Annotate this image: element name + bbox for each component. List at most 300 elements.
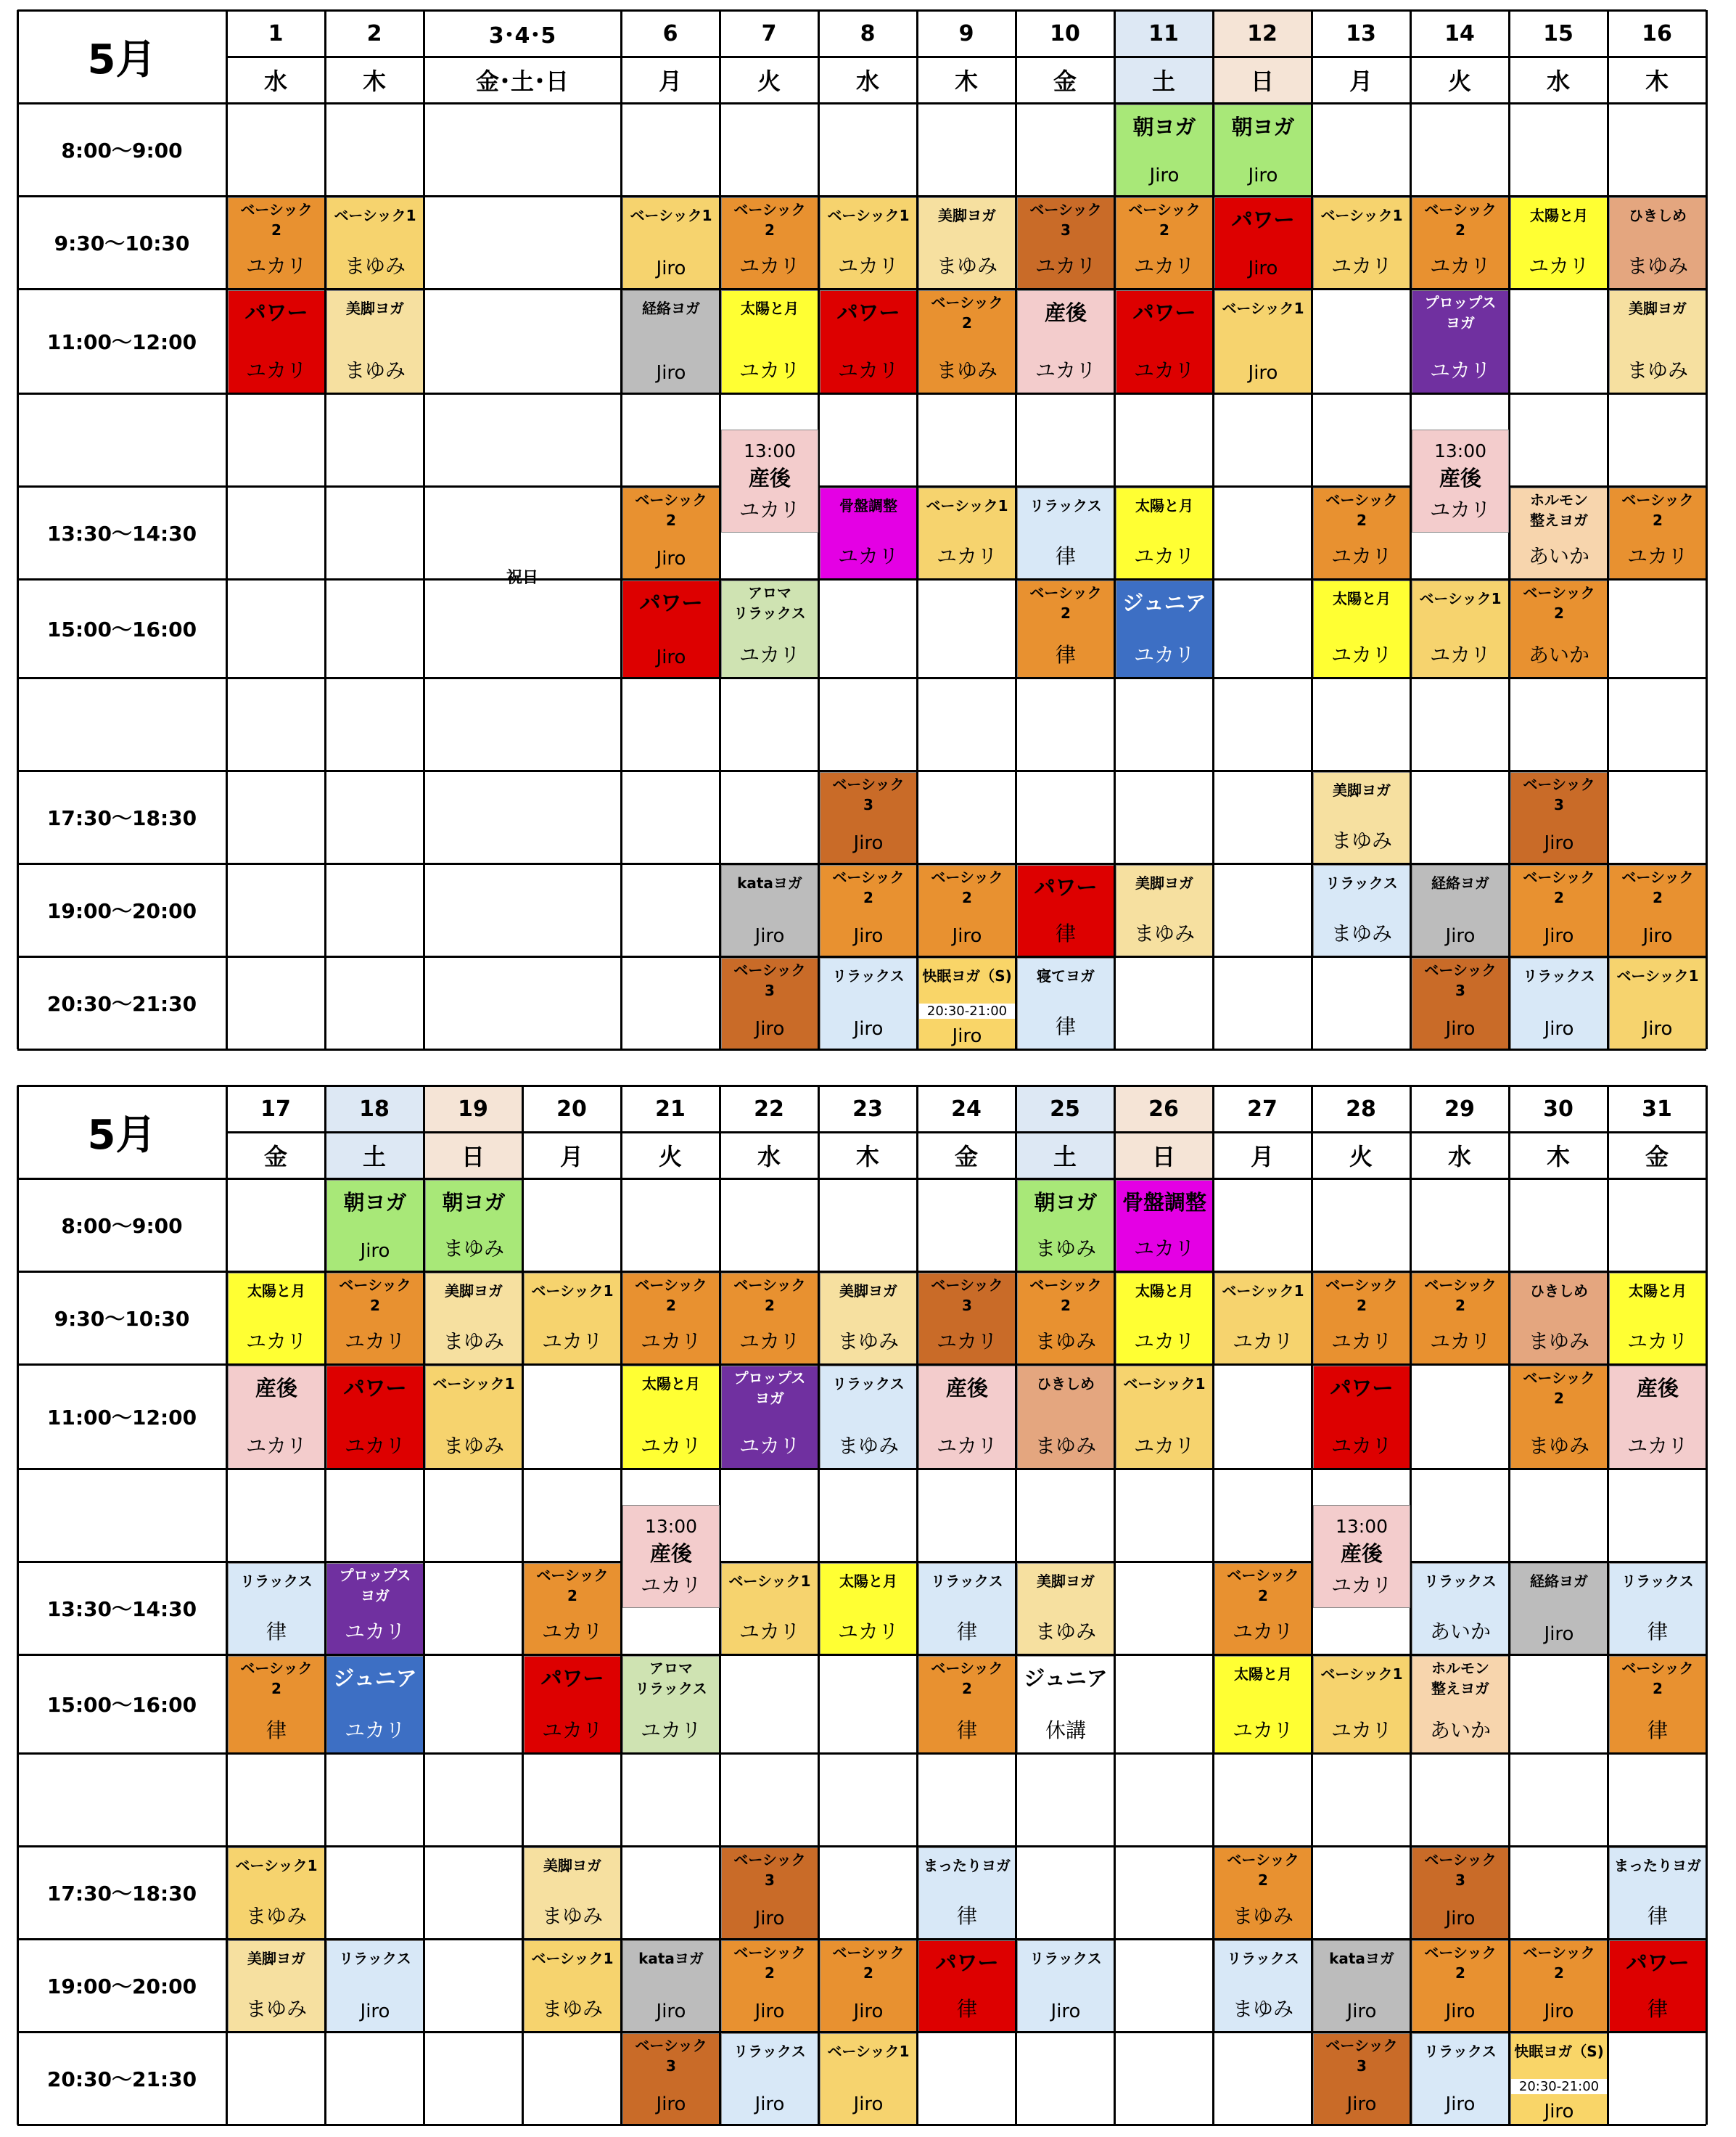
grid-line [916,1086,918,2125]
class-block[interactable] [524,1940,621,2032]
class-teacher: Jiro [656,2001,686,2022]
day-of-week-header: 土 [325,1132,424,1178]
class-block[interactable] [918,1656,1016,1753]
class-block[interactable] [820,772,917,864]
class-name: kataヨガ [737,874,802,892]
class-block[interactable] [326,1940,424,2032]
class-block[interactable] [1609,1366,1706,1469]
class-name: 美脚ヨガ [346,300,404,317]
class-name: リラックス [832,967,905,985]
time-slot-label: 9:30～10:30 [54,1307,190,1331]
class-block[interactable] [326,1366,424,1469]
class-name: ベーシック1 [1222,1282,1304,1300]
class-teacher: ユカリ [1330,1329,1392,1353]
class-block[interactable] [1313,197,1410,289]
class-teacher: まゆみ [245,1904,307,1928]
class-teacher: まゆみ [837,1434,899,1458]
class-block[interactable] [1510,1940,1608,2032]
class-block[interactable] [1214,1940,1312,2032]
class-block[interactable] [326,1273,424,1364]
class-block[interactable] [1116,1366,1213,1469]
class-block[interactable] [1313,1273,1410,1364]
class-block[interactable] [721,2033,818,2125]
class-teacher: Jiro [754,2093,785,2115]
day-date-header: 20 [556,1096,587,1122]
class-block[interactable] [1116,581,1213,678]
class-block[interactable] [918,197,1016,289]
class-teacher: Jiro [1544,832,1574,854]
class-name: プロップス ヨガ [733,1369,806,1407]
class-name: ベーシック 2 [1128,201,1201,239]
class-teacher: Jiro [1248,165,1278,186]
class-block[interactable] [425,1366,522,1469]
class-block[interactable] [1412,290,1509,393]
class-block[interactable] [326,197,424,289]
class-block[interactable] [820,865,917,956]
class-block[interactable] [1017,488,1114,579]
class-name: アロマ リラックス [733,584,806,622]
class-block[interactable] [326,1656,424,1753]
grid-line [17,1086,19,2125]
class-name: 太陽と月 [642,1375,700,1392]
class-block[interactable] [326,1563,424,1654]
class-block[interactable] [820,1940,917,2032]
class-block[interactable] [524,1563,621,1654]
class-block[interactable] [820,1563,917,1654]
class-name: ベーシック 2 [1227,1567,1299,1604]
class-block[interactable] [918,1940,1016,2032]
class-block[interactable] [918,290,1016,393]
grid-line [423,1086,425,2125]
class-teacher: ユカリ [1429,1329,1491,1353]
grid-line [17,1845,1706,1847]
class-teacher: まゆみ [443,1236,504,1260]
grid-line [1311,10,1313,1049]
time-slot-label: 13:30～14:30 [46,522,197,546]
class-block[interactable] [1412,1563,1509,1654]
class-block[interactable] [820,290,917,393]
class-name: ベーシック1 [926,497,1008,514]
class-block[interactable] [1412,430,1509,533]
time-slot-label: 13:30～14:30 [46,1597,197,1621]
class-block[interactable] [1017,958,1114,1049]
class-block[interactable] [1313,488,1410,579]
class-name: プロップス ヨガ [1424,294,1497,332]
grid-line [620,10,622,1049]
class-name: ベーシック 3 [635,2037,707,2075]
class-block[interactable] [1313,2033,1410,2125]
class-block[interactable] [1510,865,1608,956]
class-block[interactable] [1609,1847,1706,1939]
class-block[interactable] [1214,1273,1312,1364]
grid-line [1212,1086,1214,2125]
class-block[interactable] [1116,290,1213,393]
class-block[interactable] [1510,581,1608,678]
day-date-header: 21 [655,1096,686,1122]
grid-line [522,1086,524,2125]
class-teacher: ユカリ [1034,358,1096,382]
time-slot-label [17,678,226,771]
class-teacher: あいか [1429,1620,1491,1644]
class-block[interactable] [622,290,720,393]
day-date-header: 9 [958,20,974,46]
grid-line [17,2124,1706,2126]
class-block[interactable] [1510,2033,1608,2125]
class-block[interactable] [1510,772,1608,864]
class-teacher: ユカリ [245,254,307,278]
class-block[interactable] [1609,1563,1706,1654]
class-name: ジュニア [1024,1666,1108,1691]
class-block[interactable] [1017,290,1114,393]
class-block[interactable] [1313,772,1410,864]
class-name: ベーシック 2 [1424,201,1497,239]
class-block[interactable] [1609,1273,1706,1364]
class-teacher: Jiro [656,2093,686,2115]
class-block[interactable] [1412,1273,1509,1364]
class-name: ホルモン 整えヨガ [1431,1660,1489,1697]
class-block[interactable] [918,958,1016,1049]
class-block[interactable] [1017,1563,1114,1654]
class-block[interactable] [1116,1273,1213,1364]
class-name: ジュニア [333,1666,417,1691]
class-name: ベーシック 2 [733,1944,806,1982]
class-teacher: ユカリ [739,358,800,382]
class-name: ベーシック 2 [1227,1851,1299,1889]
class-block[interactable] [721,1563,818,1654]
class-teacher: ユカリ [344,1620,406,1644]
class-teacher: ユカリ [936,544,997,568]
class-name: リラックス [1029,1950,1102,1967]
class-name: 朝ヨガ [1231,115,1295,139]
grid-line [324,1086,326,2125]
class-block[interactable] [1017,197,1114,289]
class-teacher: ユカリ [344,1434,406,1458]
class-teacher: Jiro [1445,2093,1476,2115]
class-block[interactable] [228,1563,325,1654]
class-teacher: Jiro [656,362,686,384]
class-block[interactable] [228,1940,325,2032]
class-teacher: ユカリ [739,254,800,278]
class-block[interactable] [622,197,720,289]
time-slot-label: 20:30～21:30 [46,2067,197,2091]
class-teacher: まゆみ [1232,1997,1293,2021]
class-name: 産後 [649,1541,692,1566]
class-teacher: ユカリ [1330,254,1392,278]
class-block[interactable] [1214,197,1312,289]
class-block[interactable] [1313,1505,1410,1608]
class-block[interactable] [721,1366,818,1469]
class-name: 快眠ヨガ（S) [1514,2043,1604,2060]
class-block[interactable] [326,290,424,393]
class-block[interactable] [1313,1366,1410,1469]
class-block[interactable] [1214,104,1312,196]
class-block[interactable] [228,197,325,289]
class-block[interactable] [1510,1366,1608,1469]
class-block[interactable] [1412,958,1509,1049]
class-teacher: Jiro [1248,258,1278,279]
class-name: リラックス [733,2043,806,2060]
class-block[interactable] [1510,1563,1608,1654]
class-block[interactable] [820,958,917,1049]
class-block[interactable] [1116,197,1213,289]
class-teacher: Jiro [1346,2001,1377,2022]
class-block[interactable] [1609,958,1706,1049]
class-block[interactable] [721,865,818,956]
class-name: 経絡ヨガ [1431,874,1489,892]
class-block[interactable] [1412,197,1509,289]
day-date-header: 22 [754,1096,784,1122]
class-block[interactable] [1116,104,1213,196]
class-block[interactable] [228,290,325,393]
class-block[interactable] [1116,488,1213,579]
class-teacher: Jiro [853,925,884,947]
class-time-note: 20:30-21:00 [1511,2079,1607,2094]
class-name: ベーシック 2 [240,201,313,239]
class-teacher: ユカリ [1528,254,1589,278]
grid-line [1114,10,1116,1049]
class-block[interactable] [1017,865,1114,956]
class-block[interactable] [1313,1656,1410,1753]
class-name: プロップス ヨガ [339,1567,411,1604]
class-name: 太陽と月 [1135,497,1193,514]
time-slot-label: 19:00～20:00 [46,899,197,923]
class-block[interactable] [326,1180,424,1271]
class-block[interactable] [918,1273,1016,1364]
grid-line [17,1654,1706,1656]
class-name: リラックス [240,1572,313,1590]
class-block[interactable] [1017,581,1114,678]
class-block[interactable] [524,1847,621,1939]
day-of-week-header: 日 [1114,1132,1213,1178]
class-name: ベーシック 2 [733,1276,806,1314]
class-name: ベーシック 2 [931,294,1003,332]
schedule-table-first-half [17,10,1706,1049]
time-slot-label: 8:00～9:00 [61,1214,183,1238]
grid-line [226,1131,1706,1133]
class-teacher: 律 [1055,922,1076,946]
class-teacher: ユカリ [1133,1329,1195,1353]
class-teacher: Jiro [360,1240,390,1262]
class-block[interactable] [1609,197,1706,289]
class-block[interactable] [918,1847,1016,1939]
class-block[interactable] [622,1656,720,1753]
class-name: ベーシック 2 [931,1660,1003,1697]
class-teacher: ユカリ [1429,643,1491,667]
grid-line [17,9,1706,12]
class-teacher: Jiro [1445,2001,1476,2022]
class-teacher: ユカリ [1232,1718,1293,1742]
class-block[interactable] [228,1273,325,1364]
day-of-week-header: 木 [1546,1143,1570,1170]
class-block[interactable] [1214,1656,1312,1753]
class-block[interactable] [524,1273,621,1364]
class-block[interactable] [622,581,720,678]
grid-line [226,10,228,1049]
class-block[interactable] [1313,1940,1410,2032]
class-teacher: まゆみ [936,254,997,278]
class-block[interactable] [228,1366,325,1469]
class-name: 朝ヨガ [442,1190,506,1215]
class-block[interactable] [721,958,818,1049]
class-block[interactable] [1609,1940,1706,2032]
class-block[interactable] [820,1366,917,1469]
class-block[interactable] [1412,865,1509,956]
class-block[interactable] [721,197,818,289]
class-block[interactable] [820,488,917,579]
class-start-time: 13:00 [743,440,797,462]
class-block[interactable] [721,1273,818,1364]
class-teacher: ユカリ [739,498,800,522]
class-block[interactable] [622,1273,720,1364]
class-teacher: Jiro [1642,1018,1673,1040]
class-block[interactable] [721,290,818,393]
class-block[interactable] [1412,2033,1509,2125]
class-teacher: まゆみ [1133,922,1195,946]
class-block[interactable] [1313,865,1410,956]
class-name: ベーシック1 [531,1950,614,1967]
class-block[interactable] [1017,1180,1114,1271]
time-slot-label: 19:00～20:00 [46,1974,197,1998]
class-block[interactable] [820,2033,917,2125]
class-block[interactable] [622,1366,720,1469]
class-teacher: まゆみ [1330,829,1392,853]
class-block[interactable] [524,1656,621,1753]
class-name: ベーシック 3 [1523,776,1595,813]
class-block[interactable] [622,2033,720,2125]
day-date-header: 26 [1114,1086,1213,1132]
class-teacher: Jiro [754,1018,785,1040]
class-block[interactable] [918,488,1016,579]
class-block[interactable] [228,1656,325,1753]
class-block[interactable] [228,1847,325,1939]
class-block[interactable] [820,1273,917,1364]
class-block[interactable] [1609,488,1706,579]
class-teacher: ユカリ [739,643,800,667]
grid-line [423,10,425,1049]
class-block[interactable] [1609,1656,1706,1753]
class-block[interactable] [1510,197,1608,289]
grid-line [1607,10,1609,1049]
class-block[interactable] [1412,1656,1509,1753]
class-block[interactable] [1017,1940,1114,2032]
class-name: ホルモン 整えヨガ [1530,491,1588,529]
class-name: 美脚ヨガ [839,1282,897,1300]
class-teacher: ユカリ [1133,544,1195,568]
day-of-week-header: 火 [1349,1143,1373,1170]
class-block[interactable] [1412,1940,1509,2032]
class-teacher: ユカリ [344,1718,406,1742]
class-teacher: まゆみ [936,358,997,382]
class-block[interactable] [1412,1847,1509,1939]
class-start-time: 13:00 [1335,1516,1389,1537]
day-of-week-header: 木 [855,1143,879,1170]
class-teacher: ユカリ [640,1718,702,1742]
class-block[interactable] [1214,290,1312,393]
class-block[interactable] [918,1366,1016,1469]
class-name: パワー [1626,1951,1690,1975]
class-block[interactable] [721,1847,818,1939]
class-name: リラックス [1523,967,1595,985]
class-block[interactable] [820,197,917,289]
class-block[interactable] [1313,581,1410,678]
class-teacher: まゆみ [1330,922,1392,946]
class-name: 産後 [1044,300,1087,325]
class-name: ベーシック 2 [1523,1369,1595,1407]
class-block[interactable] [1510,958,1608,1049]
class-block[interactable] [1017,1366,1114,1469]
time-slot-label: 17:30～18:30 [46,806,197,830]
class-block[interactable] [721,581,818,678]
class-block[interactable] [1214,1847,1312,1939]
time-slot-label: 15:00～16:00 [46,1693,197,1717]
grid-line [226,56,1706,58]
class-block[interactable] [1116,1180,1213,1271]
time-slot-label: 9:30～10:30 [54,231,190,255]
grid-line [1607,1086,1609,2125]
class-block[interactable] [1510,1273,1608,1364]
class-teacher: まゆみ [1034,1236,1096,1260]
class-block[interactable] [1214,1563,1312,1654]
class-block[interactable] [425,1180,522,1271]
class-teacher: あいか [1528,544,1589,568]
class-teacher: Jiro [754,925,785,947]
class-block[interactable] [1510,488,1608,579]
class-block[interactable] [721,1940,818,2032]
class-block[interactable] [1609,865,1706,956]
time-slot-label: 20:30～21:30 [46,992,197,1016]
class-teacher: 律 [1647,1904,1668,1928]
class-block[interactable] [622,1940,720,2032]
class-block[interactable] [918,865,1016,956]
class-name: リラックス [1029,497,1102,514]
class-teacher: まゆみ [1034,1620,1096,1644]
class-teacher: Jiro [1149,165,1180,186]
class-teacher: 律 [266,1718,287,1742]
class-block[interactable] [622,488,720,579]
class-name: ベーシック 3 [1029,201,1102,239]
day-of-week-header: 金 [1053,67,1077,95]
class-name: 産後 [1340,1541,1383,1566]
class-teacher: ユカリ [640,1434,702,1458]
class-teacher: あいか [1528,643,1589,667]
class-block[interactable] [1017,1273,1114,1364]
class-teacher: まゆみ [541,1904,603,1928]
day-date-header: 1 [268,20,284,46]
class-name: 太陽と月 [1530,207,1588,224]
class-name: ベーシック 3 [1325,2037,1398,2075]
class-block[interactable] [622,1505,720,1608]
class-teacher: Jiro [1544,2101,1574,2122]
class-name: まったりヨガ [923,1857,1011,1874]
class-block[interactable] [425,1273,522,1364]
class-teacher: Jiro [1544,1623,1574,1645]
class-name: 産後 [945,1376,988,1400]
grid-line [17,1049,1706,1051]
class-name: パワー [540,1666,604,1691]
class-teacher: Jiro [1544,1018,1574,1040]
class-teacher: ユカリ [837,1620,899,1644]
class-name: アロマ リラックス [635,1660,707,1697]
class-teacher: Jiro [754,2001,785,2022]
class-name: リラックス [931,1572,1003,1590]
class-block[interactable] [1017,1656,1114,1753]
class-block[interactable] [1609,290,1706,393]
class-block[interactable] [1412,581,1509,678]
class-name: ベーシック 2 [1621,869,1694,906]
class-block[interactable] [918,1563,1016,1654]
class-block[interactable] [1116,865,1213,956]
class-block[interactable] [721,430,818,533]
